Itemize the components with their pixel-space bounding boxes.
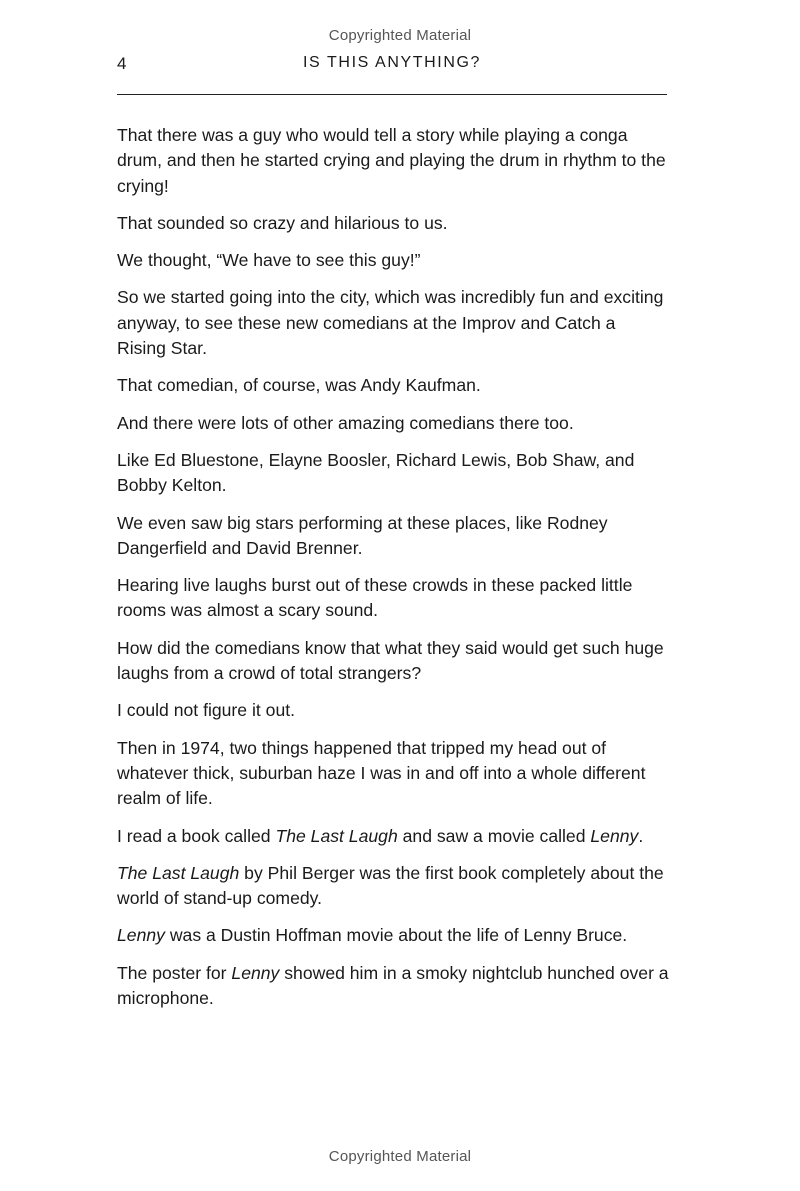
- text-run: I read a book called: [117, 825, 276, 846]
- text-run: showed him in a smoky nightclub hunched over a microphone.: [117, 962, 669, 1009]
- paragraph: How did the comedians know that what they said would get such huge laughs from a crowd of total strangers?: [117, 637, 664, 684]
- text-run: .: [638, 825, 644, 846]
- paragraph: [117, 824, 669, 849]
- paragraph: [117, 923, 669, 948]
- paragraph: I could not figure it out.: [117, 700, 295, 721]
- paragraph: That there was a guy who would tell a story while playing a conga drum, and then he started crying and playing the drum in rhythm to the crying!: [117, 125, 666, 196]
- copyright-watermark-bottom: Copyrighted Material: [328, 1148, 472, 1165]
- paragraph: [117, 961, 669, 1012]
- paragraph: And there were lots of other amazing comedians there too.: [117, 412, 574, 433]
- book-title-italic: The Last Laugh: [275, 825, 398, 846]
- movie-title-italic: Lenny: [590, 825, 639, 846]
- paragraph: So we started going into the city, which was incredibly fun and exciting anyway, to see these new comedians at the Improv and Catch a Rising Star.: [117, 287, 664, 359]
- page-number: 4: [117, 54, 127, 73]
- movie-title-italic: Lenny: [117, 925, 165, 946]
- text-run: by Phil Berger was the first book completely about the world of stand-up comedy.: [117, 862, 664, 909]
- paragraph: That comedian, of course, was Andy Kaufman.: [117, 375, 481, 396]
- text-run: The poster for: [117, 962, 232, 983]
- paragraph: Like Ed Bluestone, Elayne Boosler, Richard Lewis, Bob Shaw, and Bobby Kelton.: [117, 449, 635, 496]
- book-title: IS THIS ANYTHING?: [302, 54, 482, 71]
- text-run: was a Dustin Hoffman movie about the life of Lenny Bruce.: [164, 925, 628, 946]
- paragraph: Hearing live laughs burst out of these crowds in these packed little rooms was almost a scary sound.: [117, 575, 633, 621]
- page-body: [117, 123, 669, 1023]
- paragraph: Then in 1974, two things happened that tripped my head out of whatever thick, suburban haze I was in and off into a whole different realm of life.: [117, 737, 646, 809]
- copyright-watermark-top: Copyrighted Material: [328, 27, 472, 44]
- header-rule: [117, 94, 667, 95]
- paragraph: We thought, “We have to see this guy!”: [117, 250, 421, 271]
- running-header: [117, 54, 667, 78]
- paragraph: [117, 861, 669, 912]
- movie-title-italic: Lenny: [231, 962, 280, 983]
- paragraph: We even saw big stars performing at these places, like Rodney Dangerfield and David Brenner.: [117, 512, 608, 558]
- book-title-italic: The Last Laugh: [117, 862, 240, 883]
- paragraph: That sounded so crazy and hilarious to us.: [117, 212, 448, 233]
- text-run: and saw a movie called: [397, 825, 591, 846]
